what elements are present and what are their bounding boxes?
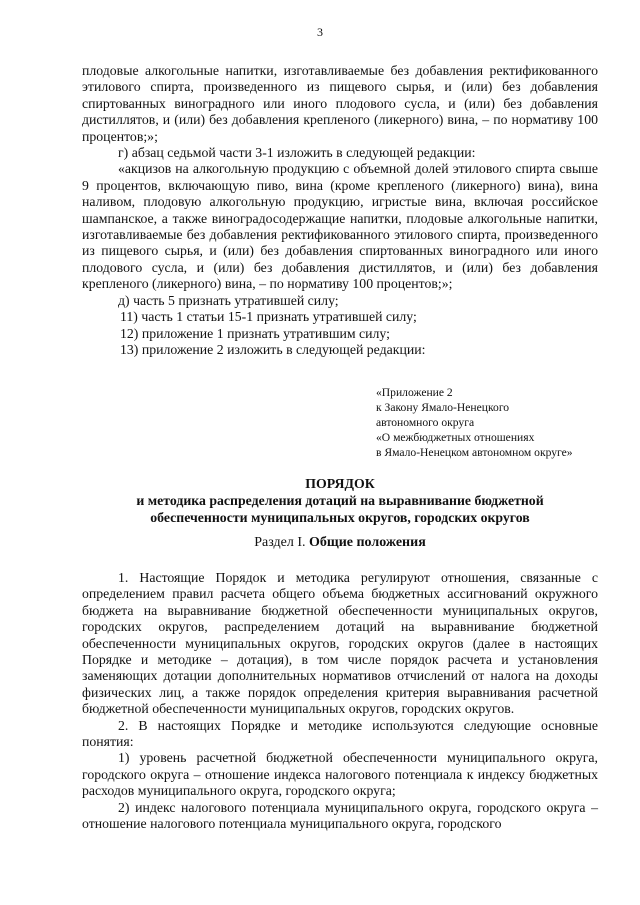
- title-line: обеспеченности муниципальных округов, городских округов: [150, 510, 530, 525]
- document-title: [82, 475, 598, 526]
- bottom-text-block: [82, 570, 598, 833]
- appendix-header: [376, 385, 606, 460]
- list-item: 13) приложение 2 изложить в следующей редакции:: [120, 341, 426, 357]
- title-line: ПОРЯДОК: [305, 476, 375, 491]
- paragraph: д) часть 5 признать утратившей силу;: [118, 292, 339, 308]
- paragraph: 2. В настоящих Порядке и методике используются следующие основные понятия:: [82, 717, 598, 750]
- appendix-line: в Ямало-Ненецком автономном округе»: [376, 446, 573, 459]
- list-item: 11) часть 1 статьи 15-1 признать утратившей силу;: [120, 309, 417, 325]
- appendix-line: автономного округа: [376, 416, 475, 429]
- appendix-line: к Закону Ямало-Ненецкого: [376, 401, 510, 414]
- title-line: и методика распределения дотаций на выравнивание бюджетной: [136, 493, 544, 508]
- top-text-block: [82, 63, 598, 358]
- paragraph: плодовые алкогольные напитки, изготавливаемые без добавления ректификованного этилового спирта, произведенного из пищевого сырья, и (или) без добавления спиртованных виноградного или иного плодового сусла, и (или) без добавления дистиллятов, и (или) без добавления крепленого (ликерного) вина, – по нормативу 100 процентов;»;: [82, 63, 598, 144]
- paragraph: 2) индекс налогового потенциала муниципального округа, городского округа – отношение налогового потенциала муниципального округа, городского: [82, 799, 598, 832]
- appendix-line: «Приложение 2: [376, 386, 453, 399]
- paragraph: г) абзац седьмой части 3-1 изложить в следующей редакции:: [118, 145, 476, 161]
- section-title: Общие положения: [309, 535, 426, 550]
- page-number: 3: [317, 25, 323, 39]
- appendix-line: «О межбюджетных отношениях: [376, 431, 535, 444]
- section-prefix: Раздел I.: [254, 535, 306, 550]
- paragraph: 1. Настоящие Порядок и методика регулируют отношения, связанные с определением правил расчета общего объема бюджетных ассигнований окружного бюджета на выравнивание бюджетной обеспеченности муниципальных округов, городских округов, распределением дотаций на выравнивание бюджетной обеспеченности муниципальных округов, городских округов (далее в настоящих Порядке и методике – дотация), в том числе порядок расчета и установления заменяющих дотации дополнительных нормативов отчислений от налога на доходы физических лиц, а также порядок определения критерия выравнивания расчетной бюджетной обеспеченности муниципальных округов, городских округов.: [82, 570, 598, 717]
- paragraph: 1) уровень расчетной бюджетной обеспеченности муниципального округа, городского округа – отношение индекса налогового потенциала к индексу бюджетных расходов муниципального округа, городского округа;: [82, 750, 598, 799]
- list-item: 12) приложение 1 признать утратившим силу;: [120, 325, 390, 341]
- paragraph: «акцизов на алкогольную продукцию с объемной долей этилового спирта свыше 9 процентов, включающую пиво, вина (кроме крепленого (ликерного) вина), вина наливом, плодовую алкогольную продукцию, игристые вина, включая российское шампанское, а также виноградосодержащие напитки, плодовые алкогольные напитки, изготавливаемые без добавления ректификованного этилового спирта, произведенного из пищевого сырья, и (или) без добавления спиртованных виноградного или иного плодового сусла, и (или) без добавления дистиллятов, и (или) без добавления крепленого (ликерного) вина, – по нормативу 100 процентов;»;: [82, 161, 598, 292]
- section-heading: [82, 535, 598, 551]
